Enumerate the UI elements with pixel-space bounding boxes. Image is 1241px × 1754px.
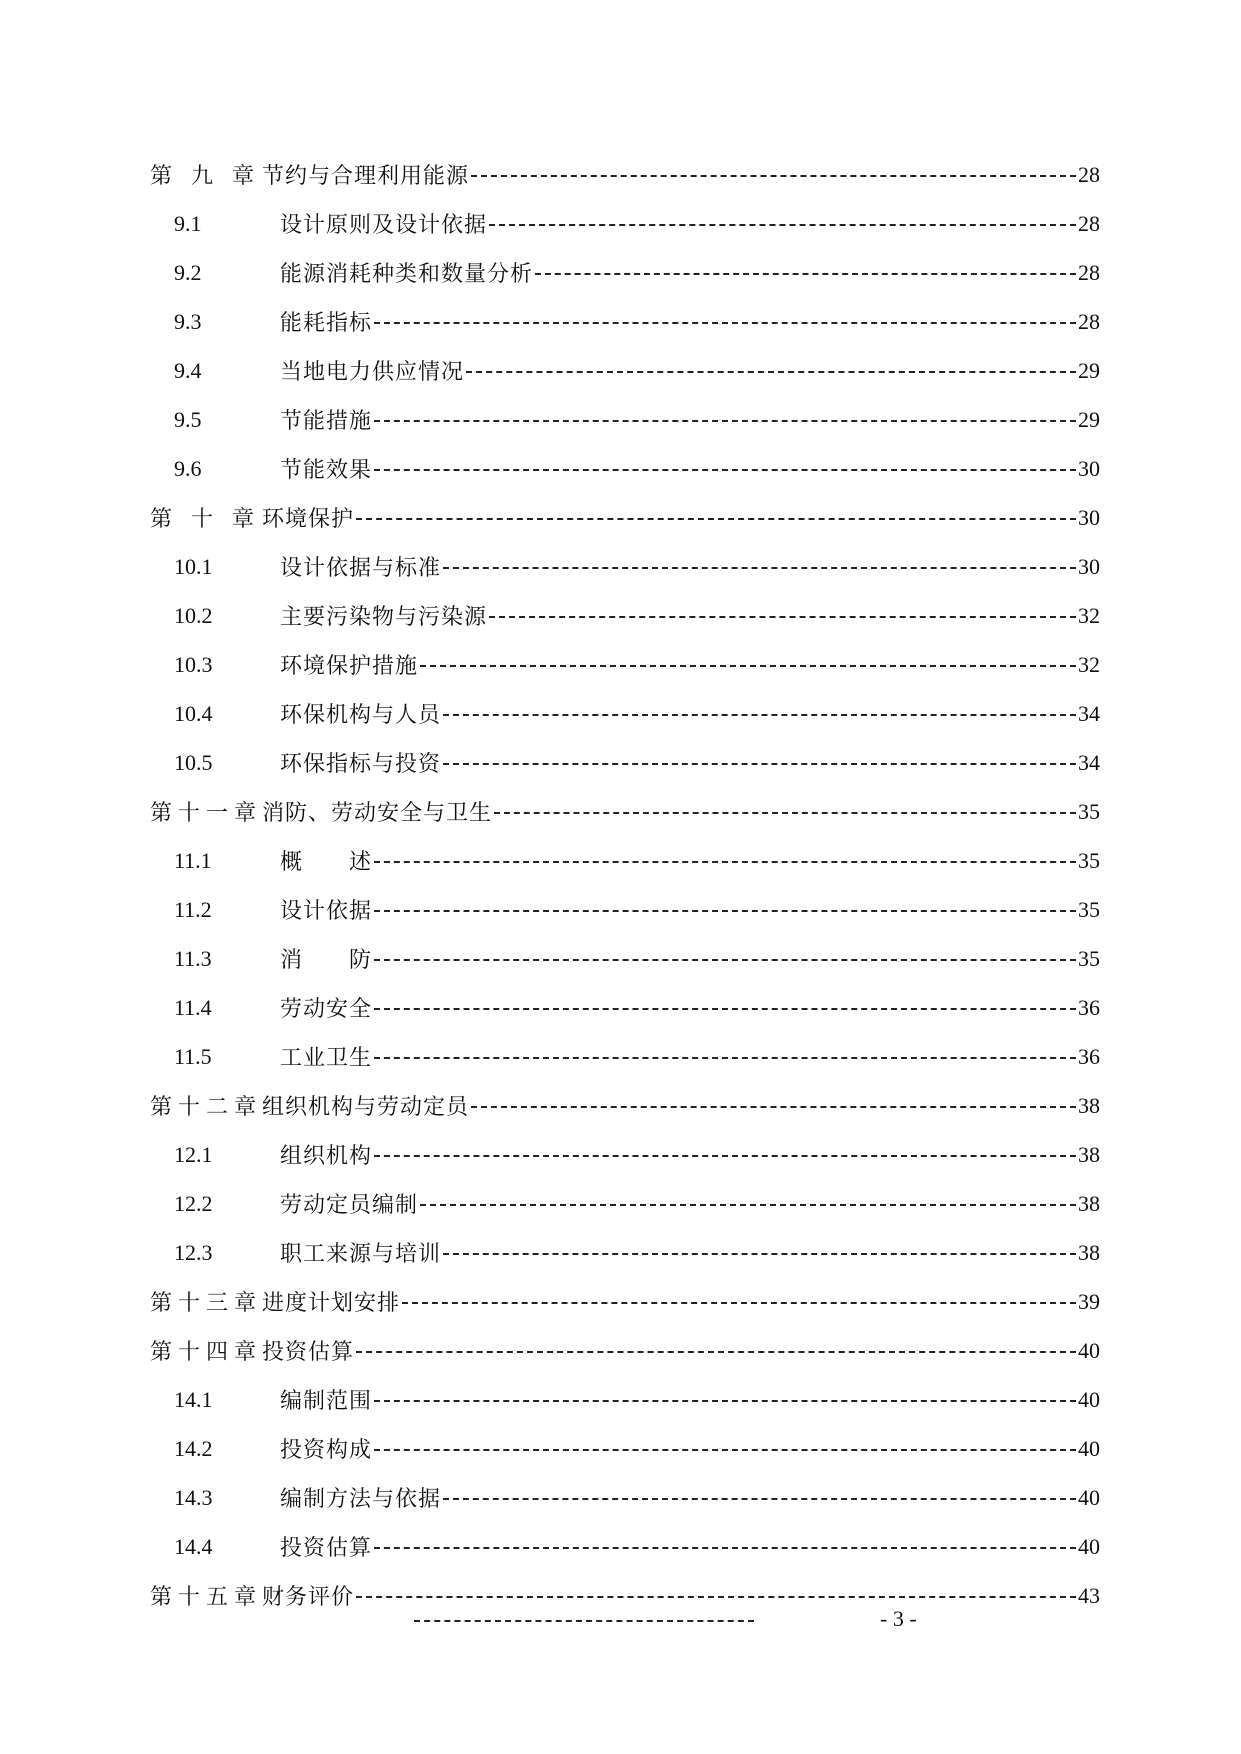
toc-page-number: 30 bbox=[1078, 504, 1100, 530]
toc-page-number: 36 bbox=[1078, 1043, 1100, 1069]
toc-leader bbox=[466, 358, 1076, 384]
toc-title: 投资估算 bbox=[262, 1340, 355, 1365]
toc-section-row bbox=[150, 689, 1100, 738]
toc-number: 14.3 bbox=[174, 1484, 213, 1510]
toc-leader bbox=[374, 1142, 1076, 1168]
toc-number: 9.5 bbox=[174, 406, 202, 432]
toc-section-row bbox=[150, 395, 1100, 444]
toc-page-number: 38 bbox=[1078, 1239, 1100, 1265]
toc-section-row bbox=[150, 885, 1100, 934]
toc-page-number: 38 bbox=[1078, 1141, 1100, 1167]
toc-section-row bbox=[150, 1375, 1100, 1424]
toc-leader bbox=[489, 603, 1076, 629]
toc-title: 设计原则及设计依据 bbox=[280, 213, 488, 238]
toc-title: 节约与合理利用能源 bbox=[262, 164, 470, 189]
toc-section-row bbox=[150, 297, 1100, 346]
toc-title: 投资估算 bbox=[280, 1536, 373, 1561]
toc-title: 设计依据 bbox=[280, 899, 373, 924]
toc-section-row bbox=[150, 346, 1100, 395]
toc-number: 14.4 bbox=[174, 1533, 213, 1559]
toc-page-number: 40 bbox=[1078, 1386, 1100, 1412]
toc-chapter-row bbox=[150, 493, 1100, 542]
toc-leader bbox=[356, 1583, 1076, 1609]
toc-section-row bbox=[150, 836, 1100, 885]
toc-leader bbox=[420, 1191, 1076, 1217]
toc-number: 14.1 bbox=[174, 1386, 213, 1412]
toc-section-row bbox=[150, 983, 1100, 1032]
toc-page-number: 39 bbox=[1078, 1288, 1100, 1314]
toc-leader bbox=[374, 897, 1076, 923]
toc-title: 劳动定员编制 bbox=[280, 1193, 419, 1218]
toc-chapter-row bbox=[150, 1081, 1100, 1130]
toc-number: 12.1 bbox=[174, 1141, 213, 1167]
toc-number: 11.1 bbox=[174, 847, 212, 873]
toc-leader bbox=[374, 407, 1076, 433]
toc-page-number: 28 bbox=[1078, 210, 1100, 236]
toc-page-number: 35 bbox=[1078, 896, 1100, 922]
toc-section-row bbox=[150, 934, 1100, 983]
toc-page-number: 30 bbox=[1078, 455, 1100, 481]
toc-title: 环保指标与投资 bbox=[280, 752, 442, 777]
toc-title: 节能效果 bbox=[280, 458, 373, 483]
toc-title: 组织机构 bbox=[280, 1144, 373, 1169]
toc-leader bbox=[374, 1436, 1076, 1462]
toc-leader bbox=[374, 848, 1076, 874]
toc-leader bbox=[443, 1485, 1076, 1511]
toc-leader bbox=[402, 1289, 1076, 1315]
toc-section-row bbox=[150, 1473, 1100, 1522]
toc-leader bbox=[374, 1044, 1076, 1070]
toc-section-row bbox=[150, 591, 1100, 640]
toc-leader bbox=[443, 554, 1076, 580]
toc-section-row bbox=[150, 542, 1100, 591]
toc-section-row bbox=[150, 1130, 1100, 1179]
toc-number: 第 十 章 bbox=[150, 507, 260, 532]
toc-page-number: 35 bbox=[1078, 945, 1100, 971]
toc-leader bbox=[356, 1338, 1076, 1364]
toc-number: 10.2 bbox=[174, 602, 213, 628]
toc-leader bbox=[443, 701, 1076, 727]
toc-number: 12.3 bbox=[174, 1239, 213, 1265]
toc-chapter-row bbox=[150, 1277, 1100, 1326]
toc-leader bbox=[374, 995, 1076, 1021]
toc-page-number: 35 bbox=[1078, 798, 1100, 824]
toc-section-row bbox=[150, 1228, 1100, 1277]
toc-section-row bbox=[150, 1424, 1100, 1473]
toc-leader bbox=[443, 750, 1076, 776]
toc-section-row bbox=[150, 640, 1100, 689]
toc-chapter-row bbox=[150, 150, 1100, 199]
toc-page-number: 34 bbox=[1078, 749, 1100, 775]
toc-title: 消 防 bbox=[280, 948, 373, 973]
toc-number: 10.4 bbox=[174, 700, 213, 726]
toc-number: 10.3 bbox=[174, 651, 213, 677]
toc-title: 能源消耗种类和数量分析 bbox=[280, 262, 534, 287]
toc-page-number: 32 bbox=[1078, 651, 1100, 677]
toc-title: 节能措施 bbox=[280, 409, 373, 434]
toc-title: 设计依据与标准 bbox=[280, 556, 442, 581]
toc-section-row bbox=[150, 1522, 1100, 1571]
toc-title: 环保机构与人员 bbox=[280, 703, 442, 728]
toc-page-number: 40 bbox=[1078, 1533, 1100, 1559]
toc-section-row bbox=[150, 738, 1100, 787]
toc-title: 组织机构与劳动定员 bbox=[262, 1095, 470, 1120]
toc-leader bbox=[471, 162, 1076, 188]
toc-leader bbox=[489, 211, 1076, 237]
toc-page-number: 34 bbox=[1078, 700, 1100, 726]
toc-page-number: 32 bbox=[1078, 602, 1100, 628]
toc-title: 编制方法与依据 bbox=[280, 1487, 442, 1512]
toc-title: 编制范围 bbox=[280, 1389, 373, 1414]
toc-chapter-row bbox=[150, 787, 1100, 836]
toc-leader bbox=[420, 652, 1076, 678]
toc-page-number: 38 bbox=[1078, 1092, 1100, 1118]
toc-number: 11.4 bbox=[174, 994, 212, 1020]
toc-number: 第十五章 bbox=[150, 1585, 263, 1610]
toc-section-row bbox=[150, 1032, 1100, 1081]
toc-page-number: 40 bbox=[1078, 1435, 1100, 1461]
toc-chapter-row bbox=[150, 1326, 1100, 1375]
toc-number: 第十一章 bbox=[150, 801, 263, 826]
toc-number: 14.2 bbox=[174, 1435, 213, 1461]
toc-number: 11.3 bbox=[174, 945, 212, 971]
footer-dashed-rule bbox=[414, 1620, 754, 1622]
toc-page-number: 40 bbox=[1078, 1484, 1100, 1510]
page-footer bbox=[0, 1606, 1241, 1636]
toc-page-number: 29 bbox=[1078, 357, 1100, 383]
toc-title: 当地电力供应情况 bbox=[280, 360, 465, 385]
toc-number: 9.1 bbox=[174, 210, 202, 236]
toc-title: 劳动安全 bbox=[280, 997, 373, 1022]
toc-leader bbox=[374, 1534, 1076, 1560]
toc-title: 投资构成 bbox=[280, 1438, 373, 1463]
toc-leader bbox=[443, 1240, 1076, 1266]
toc-number: 11.5 bbox=[174, 1043, 212, 1069]
toc-number: 9.6 bbox=[174, 455, 202, 481]
toc-number: 第十二章 bbox=[150, 1095, 263, 1120]
toc-number: 第十三章 bbox=[150, 1291, 263, 1316]
toc-title: 能耗指标 bbox=[280, 311, 373, 336]
toc-title: 财务评价 bbox=[262, 1585, 355, 1610]
toc-page-number: 35 bbox=[1078, 847, 1100, 873]
toc-number: 12.2 bbox=[174, 1190, 213, 1216]
toc-leader bbox=[356, 505, 1076, 531]
toc-page-number: 28 bbox=[1078, 308, 1100, 334]
toc-number: 11.2 bbox=[174, 896, 212, 922]
toc-title: 职工来源与培训 bbox=[280, 1242, 442, 1267]
toc-title: 主要污染物与污染源 bbox=[280, 605, 488, 630]
toc-page-number: 36 bbox=[1078, 994, 1100, 1020]
toc-page-number: 38 bbox=[1078, 1190, 1100, 1216]
toc-number: 9.2 bbox=[174, 259, 202, 285]
toc-section-row bbox=[150, 199, 1100, 248]
toc-leader bbox=[471, 1093, 1076, 1119]
toc-page-number: 43 bbox=[1078, 1582, 1100, 1608]
toc-page-number: 28 bbox=[1078, 161, 1100, 187]
toc-leader bbox=[374, 456, 1076, 482]
toc-leader bbox=[374, 1387, 1076, 1413]
toc-title: 消防、劳动安全与卫生 bbox=[262, 801, 493, 826]
toc-title: 环境保护 bbox=[262, 507, 355, 532]
toc-section-row bbox=[150, 248, 1100, 297]
toc-number: 第十四章 bbox=[150, 1340, 263, 1365]
table-of-contents bbox=[150, 150, 1100, 1620]
toc-page-number: 40 bbox=[1078, 1337, 1100, 1363]
toc-page-number: 28 bbox=[1078, 259, 1100, 285]
toc-leader bbox=[374, 946, 1076, 972]
toc-number: 9.4 bbox=[174, 357, 202, 383]
toc-leader bbox=[374, 309, 1076, 335]
toc-number: 10.5 bbox=[174, 749, 213, 775]
toc-leader bbox=[535, 260, 1076, 286]
toc-number: 10.1 bbox=[174, 553, 213, 579]
page-number: - 3 - bbox=[880, 1606, 917, 1631]
toc-number: 9.3 bbox=[174, 308, 202, 334]
toc-number: 第 九 章 bbox=[150, 164, 260, 189]
toc-page-number: 30 bbox=[1078, 553, 1100, 579]
toc-page-number: 29 bbox=[1078, 406, 1100, 432]
toc-section-row bbox=[150, 444, 1100, 493]
toc-section-row bbox=[150, 1179, 1100, 1228]
toc-title: 概 述 bbox=[280, 850, 373, 875]
toc-title: 环境保护措施 bbox=[280, 654, 419, 679]
toc-leader bbox=[494, 799, 1076, 825]
toc-title: 工业卫生 bbox=[280, 1046, 373, 1071]
toc-title: 进度计划安排 bbox=[262, 1291, 401, 1316]
